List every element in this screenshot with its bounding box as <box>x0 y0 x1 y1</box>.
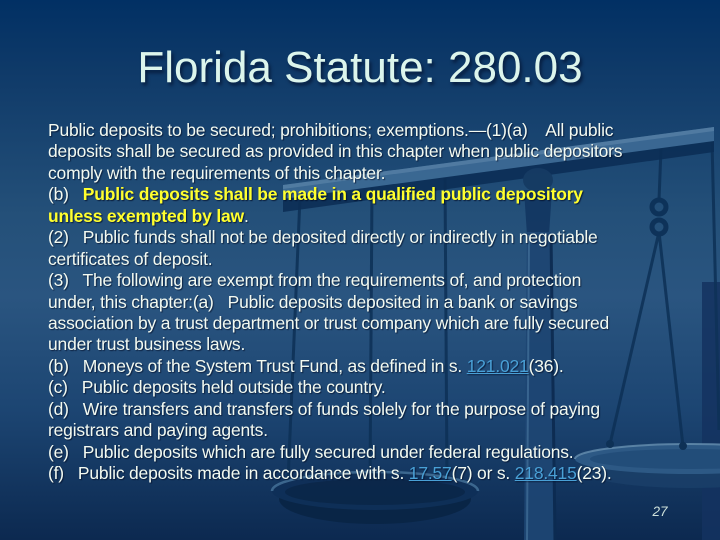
body-line <box>48 292 688 313</box>
body-line <box>48 184 688 205</box>
statute-link[interactable]: 218.415 <box>514 463 577 483</box>
body-line <box>48 356 688 377</box>
text-segment: (23). <box>576 463 612 483</box>
text-segment: under trust business laws. <box>48 334 246 355</box>
text-segment: association by a trust department or trust company which are fully secured <box>48 312 610 333</box>
highlight-text: Public deposits shall be made in a qualified public depository <box>82 184 583 205</box>
body-line <box>48 334 688 355</box>
page-number: 27 <box>652 504 668 519</box>
body-line <box>48 399 688 420</box>
body-line <box>48 377 688 398</box>
text-segment: (7) or s. <box>451 463 515 483</box>
statute-body-text <box>48 120 688 484</box>
text-segment: (d) Wire transfers and transfers of funds solely for the purpose of paying <box>48 398 600 419</box>
text-segment: . <box>243 205 249 226</box>
text-segment: certificates of deposit. <box>48 248 213 269</box>
highlight-text: unless exempted by law <box>48 205 244 226</box>
body-line <box>48 163 688 184</box>
body-line <box>48 313 688 334</box>
body-line <box>48 442 688 463</box>
body-line <box>48 120 688 141</box>
text-segment: (e) Public deposits which are fully secured under federal regulations. <box>48 441 574 462</box>
body-line <box>48 141 688 162</box>
text-segment: (2) Public funds shall not be deposited directly or indirectly in negotiable <box>48 227 598 248</box>
text-segment: Public deposits to be secured; prohibitions; exemptions.—(1)(a) All public <box>48 120 614 140</box>
text-segment: (c) Public deposits held outside the country. <box>48 377 386 398</box>
text-segment: under, this chapter:(a) Public deposits deposited in a bank or savings <box>48 291 578 312</box>
text-segment: (36). <box>528 355 564 376</box>
statute-link[interactable]: 121.021 <box>466 355 529 376</box>
text-segment: comply with the requirements of this chapter. <box>48 162 386 183</box>
text-segment: (f) Public deposits made in accordance with s. <box>48 463 409 483</box>
text-segment: (b) Moneys of the System Trust Fund, as defined in s. <box>48 355 467 376</box>
text-segment: (b) <box>48 184 83 205</box>
body-line <box>48 249 688 270</box>
body-line <box>48 227 688 248</box>
body-line <box>48 206 688 227</box>
text-segment: (3) The following are exempt from the requirements of, and protection <box>48 270 582 291</box>
text-segment: registrars and paying agents. <box>48 420 268 441</box>
body-line <box>48 420 688 441</box>
body-line <box>48 270 688 291</box>
body-line <box>48 463 688 484</box>
slide-title: Florida Statute: 280.03 <box>137 43 583 92</box>
text-segment: deposits shall be secured as provided in this chapter when public depositors <box>48 141 623 162</box>
statute-link[interactable]: 17.57 <box>408 463 452 483</box>
